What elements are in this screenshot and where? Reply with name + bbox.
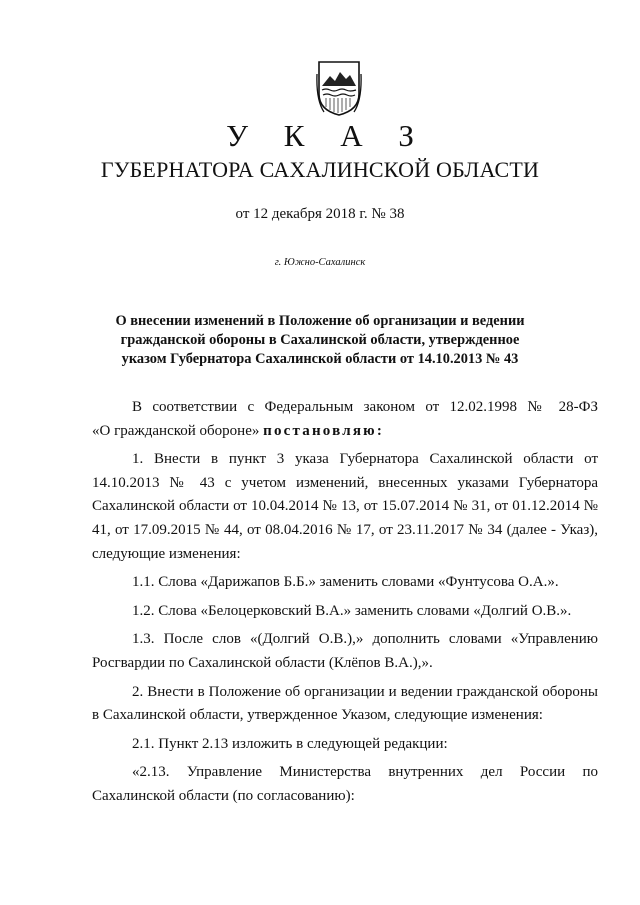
date-and-number: от 12 декабря 2018 г. № 38 <box>235 206 405 222</box>
paragraph-item-1-2: 1.2. Слова «Белоцерковский В.А.» заменить словами «Долгий О.В.». <box>132 602 572 619</box>
paragraph-item-2-13: «2.13. Управление Министерства внутренних дел России по Сахалинской области (по согласованию): <box>92 764 598 804</box>
decree-body <box>92 396 598 814</box>
preamble <box>92 396 598 420</box>
heading-line: указом Губернатора Сахалинской области от 14.10.2013 № 43 <box>121 351 519 367</box>
paragraph-item-2: 2. Внести в Положение об организации и ведении гражданской обороны в Сахалинской области, утвержденное Указом, следующие изменения: <box>92 683 598 724</box>
document-type-title: У К А З <box>226 118 428 153</box>
paragraph-item-2-1: 2.1. Пункт 2.13 изложить в следующей редакции: <box>132 735 448 752</box>
sakhalin-coat-of-arms-icon <box>316 60 362 116</box>
heading-line: О внесении изменений в Положение об организации и ведении <box>115 313 525 329</box>
resolve-keyword: постановляю: <box>263 422 385 439</box>
paragraph-item-1-1: 1.1. Слова «Дарижапов Б.Б.» заменить словами «Фунтусова О.А.». <box>132 574 559 591</box>
paragraph-item-1-3: 1.3. После слов «(Долгий О.В.),» дополнить словами «Управлению Росгвардии по Сахалинской области (Клёпов В.А.),». <box>92 631 598 671</box>
preamble-line: В соответствии с Федеральным законом от 12.02.1998 № 28-ФЗ <box>132 399 598 415</box>
preamble-law-title: «О гражданской обороне» <box>92 422 264 439</box>
place-of-issue: г. Южно-Сахалинск <box>274 257 366 268</box>
heading-line: гражданской обороны в Сахалинской области, утвержденное <box>120 332 520 348</box>
paragraph-item-1: 1. Внести в пункт 3 указа Губернатора Сахалинской области от 14.10.2013 № 43 с учетом изменений, внесенных указами Губернатора Сахалинской области от 10.04.2014 № 13, от 15.07.2014 № 31, от 01.12.2014 № 41, от 17.09.2015 № 44, от 08.04.2016 № 17, от 23.11.2017 № 34 (далее - Указ), следующие изменения: <box>92 451 598 562</box>
preamble-line <box>92 420 598 444</box>
issuer-title: ГУБЕРНАТОРА САХАЛИНСКОЙ ОБЛАСТИ <box>100 157 540 182</box>
decree-heading <box>60 312 580 369</box>
